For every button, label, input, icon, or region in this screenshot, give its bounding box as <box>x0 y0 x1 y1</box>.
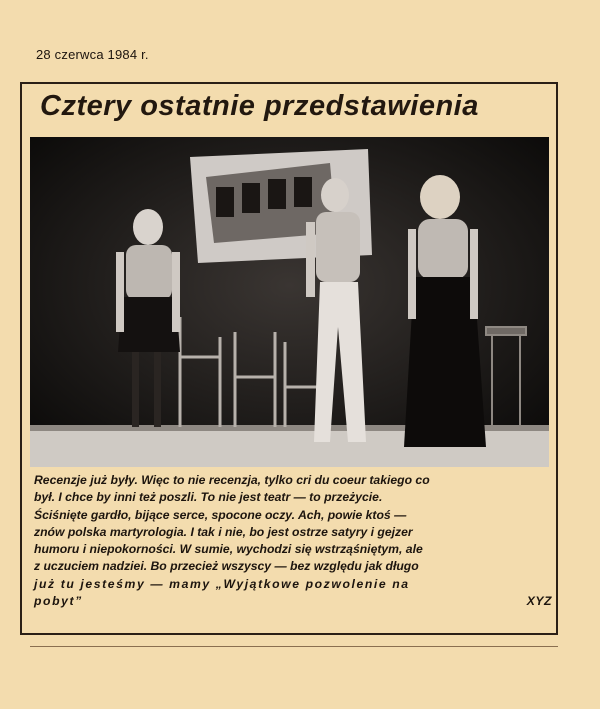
article-text-line: już tu jesteśmy — mamy „Wyjątkowe pozwolenie na <box>34 576 410 591</box>
article-text-line: był. I chce by inni też poszli. To nie jest teatr — to przeżycie. <box>34 490 383 505</box>
publication-date: 28 czerwca 1984 r. <box>36 47 149 62</box>
article-text-line: pobyt” <box>34 594 83 609</box>
author-signature: XYZ <box>526 594 552 609</box>
article-text-line: Recenzje już były. Więc to nie recenzja, tylko cri du coeur takiego co <box>34 473 430 487</box>
bottom-rule <box>30 646 558 647</box>
article-text-line: z uczuciem nadziei. Bo przecież wszyscy — bez względu jak długo <box>34 559 419 574</box>
article-title: Cztery ostatnie przedstawienia <box>40 90 479 122</box>
article-text-line: znów polska martyrologia. I tak i nie, bo jest ostrze satyry i gejzer <box>34 524 413 539</box>
article-text-line: humoru i niepokorności. W sumie, wychodzi się wstrząśniętym, ale <box>34 542 423 557</box>
stage-photo <box>30 137 549 467</box>
article-text-line: Ściśnięte gardło, bijące serce, spocone oczy. Ach, powie ktoś — <box>34 507 407 522</box>
stage-photo-illustration <box>30 137 549 467</box>
article-text <box>34 472 552 610</box>
